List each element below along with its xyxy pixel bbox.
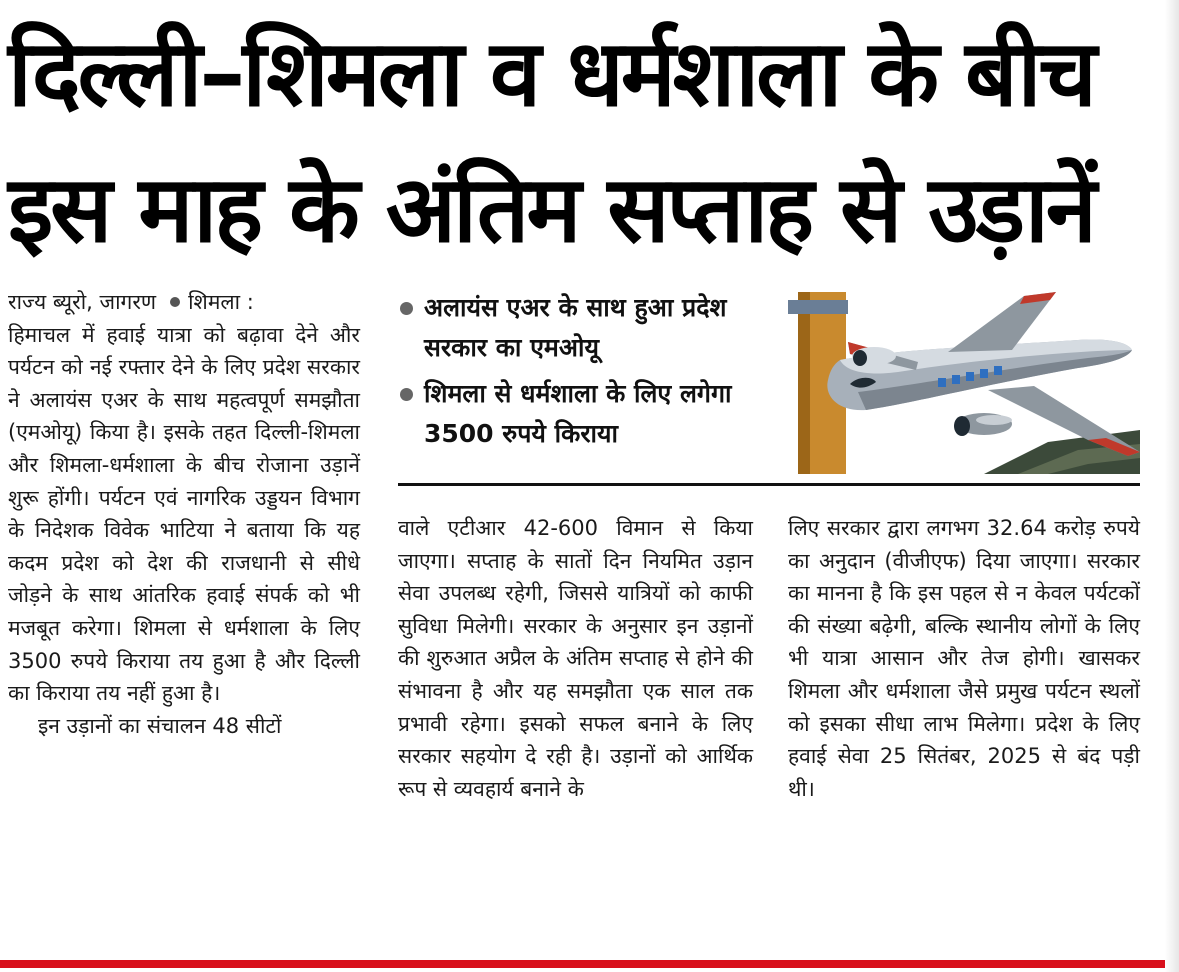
highlights-box	[398, 288, 778, 460]
body-paragraph-4: लिए सरकार द्वारा लगभग 32.64 करोड़ रुपये का अनुदान (वीजीएफ) दिया जाएगा। सरकार का मानना है कि इस पहल से न केवल पर्यटकों की संख्या बढ़ेगी, बल्कि स्थानीय लोगों के लिए भी यात्रा आसान और तेज होगी। खासकर शिमला और धर्मशाला जैसे प्रमुख पर्यटन स्थलों को इसका सीधा लाभ मिलेगा। प्रदेश के लिए हवाई सेवा 25 सितंबर, 2025 से बंद पड़ी थी।	[788, 516, 1140, 801]
headline-line-1: दिल्ली–शिमला व धर्मशाला के बीच	[8, 20, 1094, 127]
airplane-icon	[788, 292, 1140, 474]
article-column-2	[398, 512, 753, 805]
headline-line-2: इस माह के अंतिम सप्ताह से उड़ानें	[8, 156, 1094, 263]
dateline	[8, 286, 360, 319]
body-paragraph-2: इन उड़ानों का संचालन 48 सीटों	[38, 713, 282, 738]
body-paragraph-3: वाले एटीआर 42-600 विमान से किया जाएगा। सप्ताह के सातों दिन नियमित उड़ान सेवा उपलब्ध रहेगी, जिससे यात्रियों को काफी सुविधा मिलेगी। सरकार के अनुसार इन उड़ानों की शुरुआत अप्रैल के अंतिम सप्ताह से होने की संभावना है और यह समझौता एक साल तक प्रभावी रहेगा। इसको सफल बनाने के लिए सरकार सहयोग दे रही है। उड़ानों को आर्थिक रूप से व्यवहार्य बनाने के	[398, 516, 753, 801]
section-rule	[398, 483, 1140, 486]
dateline-bullet-icon	[170, 297, 180, 307]
headline	[8, 6, 1168, 278]
highlight-text: अलायंस एअर के साथ हुआ प्रदेश सरकार का एमओयू	[424, 293, 727, 362]
dateline-place: शिमला :	[188, 290, 254, 314]
body-paragraph-1: हिमाचल में हवाई यात्रा को बढ़ावा देने और पर्यटन को नई रफ्तार देने के लिए प्रदेश सरकार ने अलायंस एअर के साथ महत्वपूर्ण समझौता (एमओयू) किया है। इसके तहत दिल्ली-शिमला और शिमला-धर्मशाला के बीच रोजाना उड़ानें शुरू होंगी। पर्यटन एवं नागरिक उड्डयन विभाग के निदेशक विवेक भाटिया ने बताया कि यह कदम प्रदेश को देश की राजधानी से सीधे जोड़ने के साथ आंतरिक हवाई संपर्क को भी मजबूत करेगा। शिमला से धर्मशाला के लिए 3500 रुपये किराया तय हुआ है और दिल्ली का किराया तय नहीं हुआ है।	[8, 322, 360, 706]
highlight-item	[398, 374, 778, 454]
airplane-image	[788, 292, 1140, 474]
highlight-text: शिमला से धर्मशाला के लिए लगेगा 3500 रुपये किराया	[424, 379, 732, 448]
highlight-item	[398, 288, 778, 368]
bottom-accent-bar	[0, 960, 1179, 968]
page-edge-shadow	[1165, 0, 1179, 972]
article-column-1	[8, 286, 360, 742]
bullet-icon	[400, 388, 413, 401]
article-column-3	[788, 512, 1140, 805]
dateline-bureau: राज्य ब्यूरो, जागरण	[8, 290, 157, 314]
bullet-icon	[400, 302, 413, 315]
